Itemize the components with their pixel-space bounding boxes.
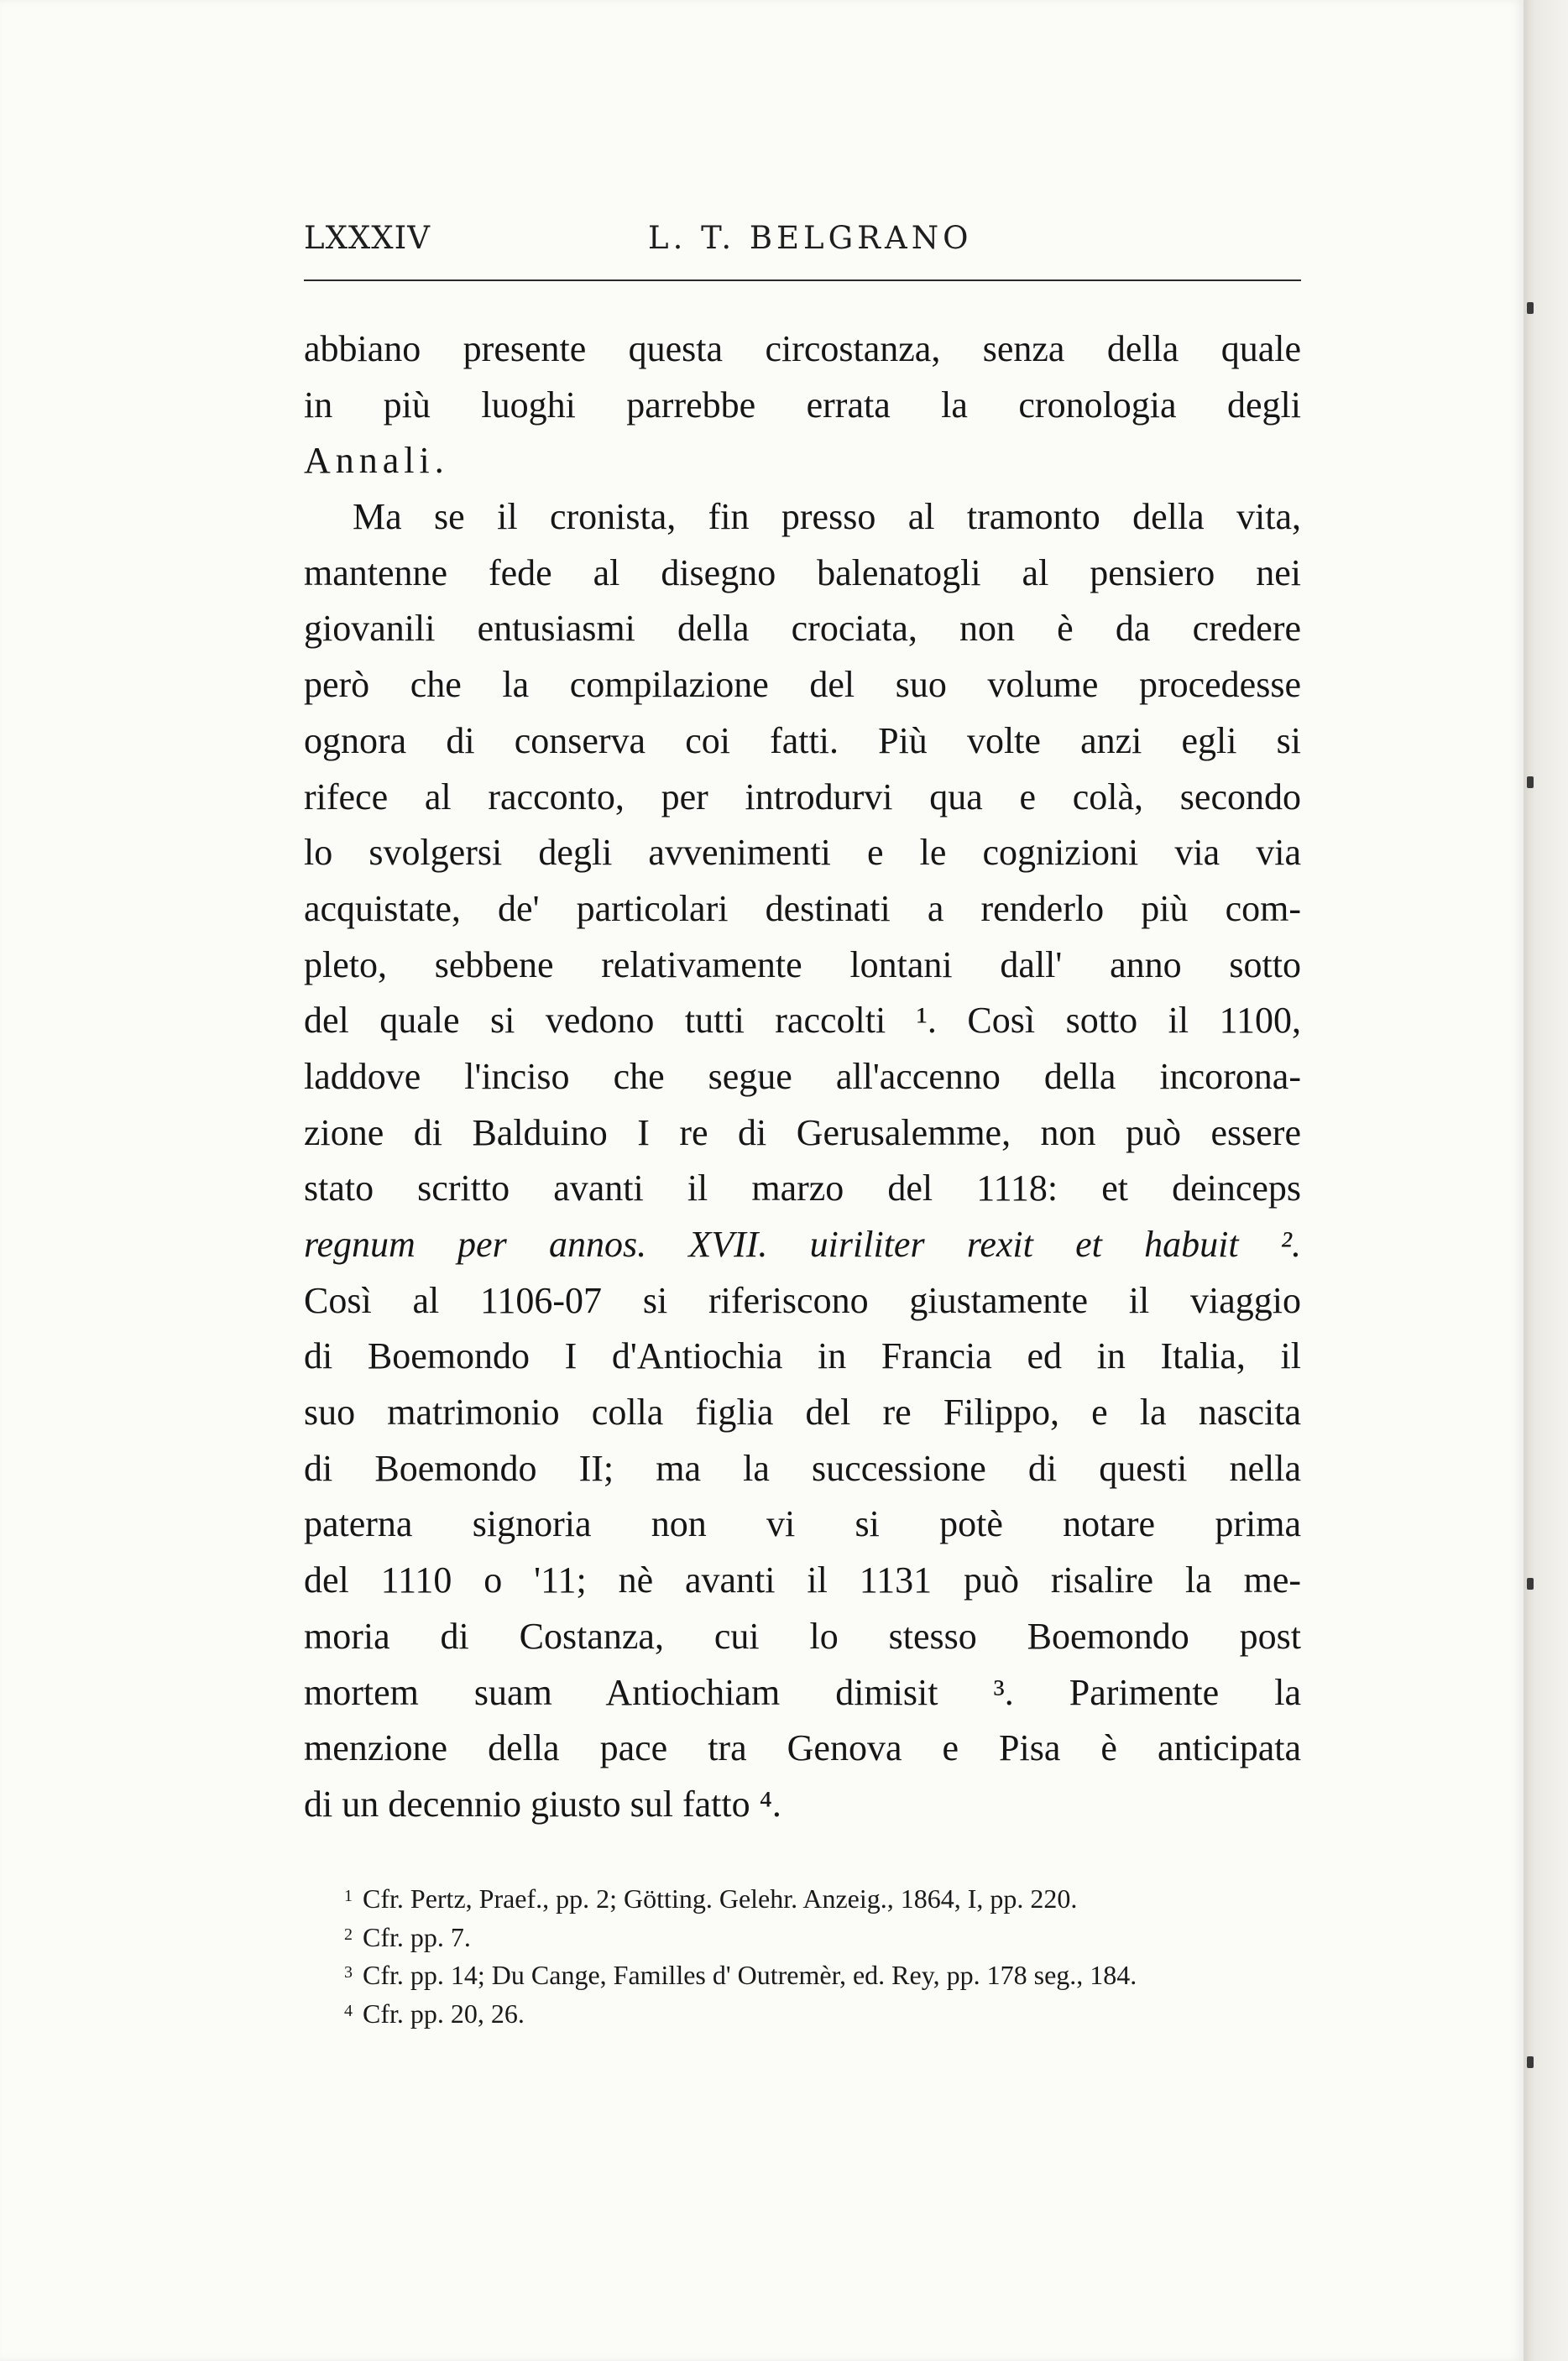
text-line: regnum per annos. XVII. uiriliter rexit et habuit ². [304,1224,1301,1265]
footnote-text: Cfr. Pertz, Praef., pp. 2; Götting. Gelehr. Anzeig., 1864, I, pp. 220. [363,1883,1078,1914]
text-line: mortem suam Antiochiam dimisit ³. Parimente la [304,1671,1301,1713]
text-line: Annali. [304,440,449,482]
text-line: del quale si vedono tutti raccolti ¹. Così sotto il 1100, [304,1000,1301,1042]
text-line: di un decennio giusto sul fatto ⁴. [304,1783,781,1825]
text-line: però che la compilazione del suo volume procedesse [304,664,1301,706]
binding-mark [1527,1578,1534,1590]
page-edge [1524,0,1568,2361]
paragraph-start: Ma se il cronista, fin presso al tramonto della vita, [353,496,1301,538]
text-line: rifece al racconto, per introdurvi qua e colà, secondo [304,776,1301,817]
footnote-text: Cfr. pp. 14; Du Cange, Familles d' Outremèr, ed. Rey, pp. 178 seg., 184. [363,1960,1137,1990]
footnote-number: 4 [344,2001,353,2020]
running-title: L. T. BELGRANO [648,220,973,256]
body-text [304,321,1301,1833]
text-line: lo svolgersi degli avvenimenti e le cognizioni via via [304,832,1301,874]
text-line: laddove l'inciso che segue all'accenno della incorona- [304,1055,1301,1097]
footnotes [344,1878,1301,2030]
text-line: mantenne fede al disegno balenatogli al pensiero nei [304,551,1301,593]
text-line: paterna signoria non vi si potè notare prima [304,1503,1301,1545]
text-line: pleto, sebbene relativamente lontani dall' anno sotto [304,943,1301,985]
text-line: in più luoghi parrebbe errata la cronologia degli [304,384,1301,426]
text-line: di Boemondo I d'Antiochia in Francia ed in Italia, il [304,1335,1301,1377]
footnote [344,1916,1301,1955]
text-line: acquistate, de' particolari destinati a renderlo più com- [304,887,1301,929]
binding-mark [1527,776,1534,788]
text-line: abbiano presente questa circostanza, senza della quale [304,328,1301,369]
footnote-number: 2 [344,1925,353,1944]
text-line: Così al 1106-07 si riferiscono giustamente il viaggio [304,1279,1301,1321]
text-line: menzione della pace tra Genova e Pisa è anticipata [304,1727,1301,1769]
text-line: del 1110 o '11; nè avanti il 1131 può risalire la me- [304,1559,1301,1601]
binding-mark [1527,302,1534,314]
text-line: zione di Balduino I re di Gerusalemme, non può essere [304,1111,1301,1153]
text-line: stato scritto avanti il marzo del 1118: et deinceps [304,1167,1301,1209]
footnote [344,1878,1301,1916]
page-number: LXXXIV [304,220,431,256]
text-line: suo matrimonio colla figlia del re Filippo, e la nascita [304,1392,1301,1434]
footnote [344,1954,1301,1993]
page-header [304,220,1301,270]
footnote [344,1993,1301,2031]
text-line: di Boemondo II; ma la successione di questi nella [304,1447,1301,1489]
header-rule [304,279,1301,281]
text-line: ognora di conserva coi fatti. Più volte anzi egli si [304,719,1301,761]
footnote-number: 3 [344,1963,353,1982]
text-line: moria di Costanza, cui lo stesso Boemondo post [304,1615,1301,1657]
footnote-text: Cfr. pp. 20, 26. [363,1998,525,2029]
footnote-number: 1 [344,1887,353,1905]
text-line: giovanili entusiasmi della crociata, non è da credere [304,608,1301,650]
footnote-text: Cfr. pp. 7. [363,1921,471,1952]
binding-mark [1527,2056,1534,2068]
